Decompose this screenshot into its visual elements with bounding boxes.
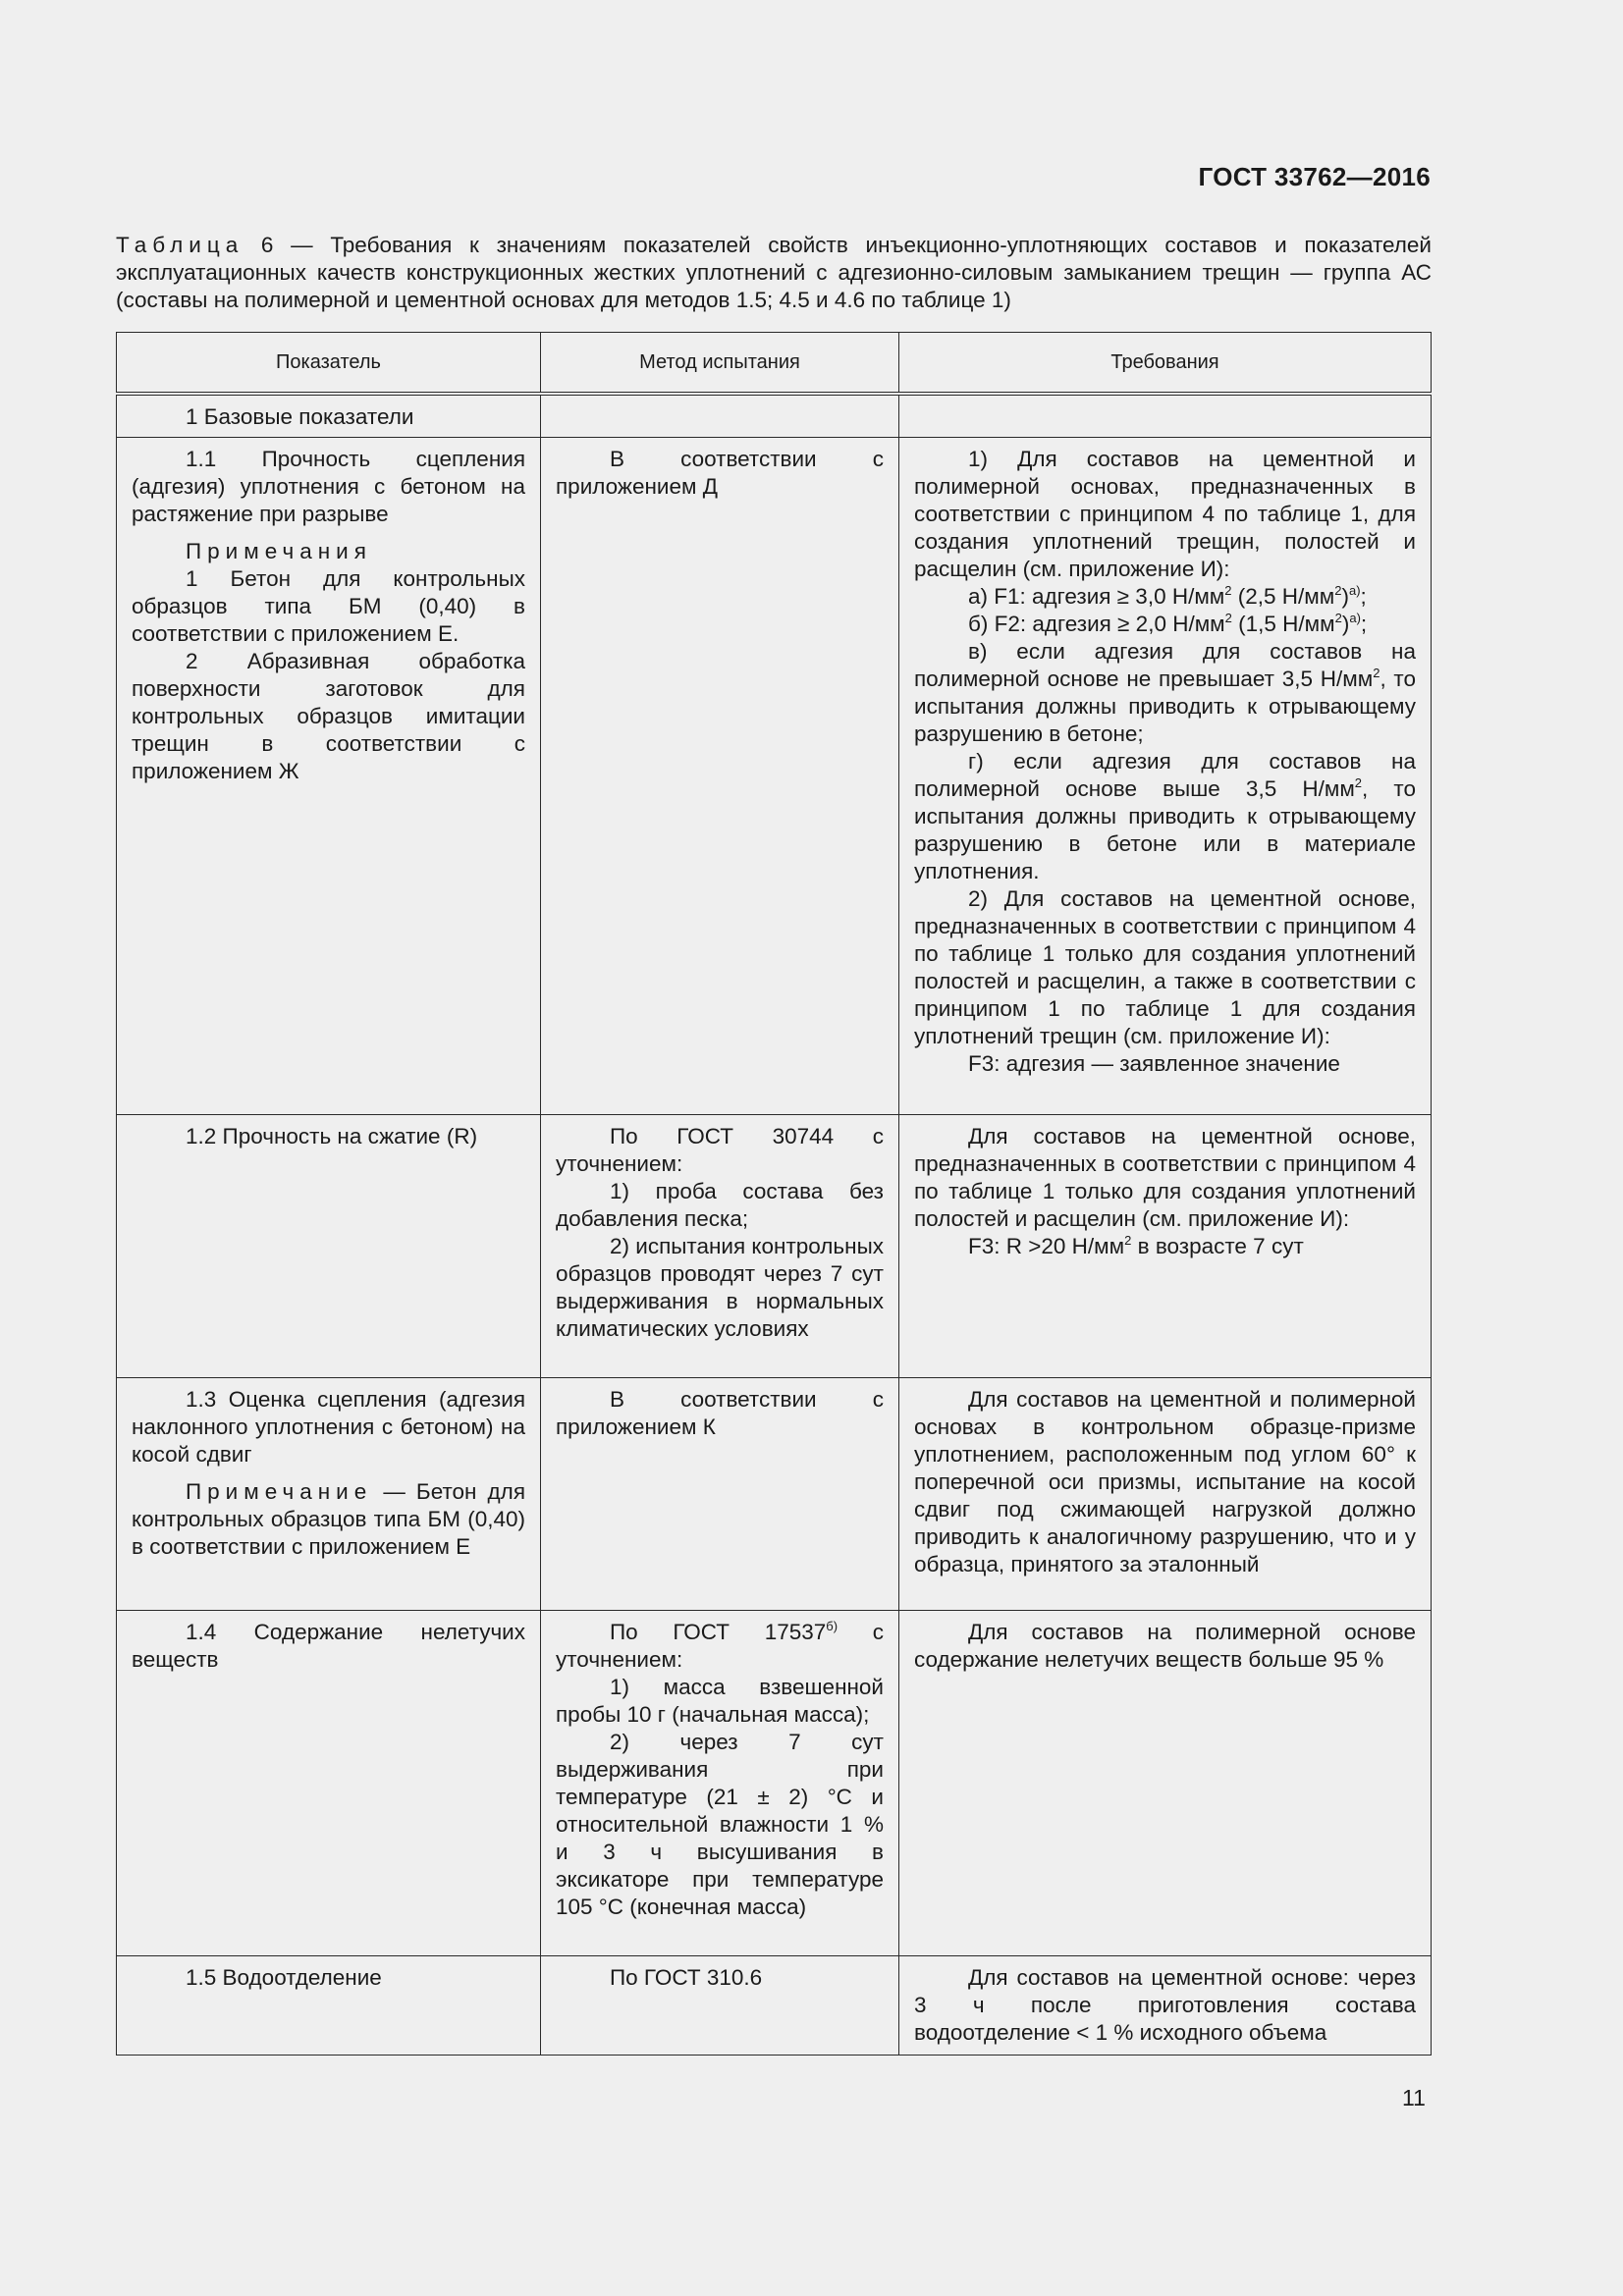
- note-2: 2 Абразивная обработка поверхности заготовок для контрольных образцов имитации трещин в соответствии с приложением Ж: [132, 648, 525, 783]
- table-row-1-3: [117, 1377, 1432, 1610]
- req-para-1: 1) Для составов на цементной и полимерной основах, предназначенных в соответствии с принципом 4 по таблице 1, для создания уплотнений трещин, полостей и расщелин (см. приложение И):: [914, 446, 1416, 581]
- document-code: ГОСТ 33762—2016: [1198, 162, 1431, 191]
- req-item-v: в) если адгезия для составов на полимерной основе не превышает 3,5 $Н/мм^2$, то испытания должны приводить к отрывающему разрушению в бетоне;: [914, 638, 1417, 746]
- req-item-a: а) F1: адгезия ≥ 3,0 $Н/мм^2$ (2,5 $Н/мм^2)^{а)}$;: [968, 582, 1367, 609]
- page-number: 11: [1402, 2085, 1426, 2110]
- method-text: В соответствии с приложением К: [556, 1386, 884, 1439]
- method-text: По ГОСТ 310.6: [610, 1964, 763, 1990]
- method-cell: [541, 1114, 899, 1377]
- req-f3: F3: адгезия — заявленное значение: [968, 1050, 1340, 1076]
- req-text: Для составов на цементной и полимерной основах в контрольном образце-призме уплотнением, расположенным под углом 60° к поперечной оси призмы, испытание на косой сдвиг под сжимающей нагрузкой должно приводить к аналогичному разрушению, что и у образца, принятого за эталонный: [914, 1386, 1416, 1576]
- note-label: Примечания: [186, 538, 372, 563]
- note: Примечание — Бетон для контрольных образцов типа БМ (0,40) в соответствии с приложением Е: [132, 1478, 525, 1559]
- method-para-3: 2) через 7 сут выдерживания при температуре (21 ± 2) °С и относительной влажности 1 % и 3 ч высушивания в эксикаторе при температуре 105 °С (конечная масса): [556, 1729, 884, 1919]
- indicator-cell: [117, 1610, 541, 1955]
- method-para-1: По ГОСТ 30744 с уточнением:: [556, 1123, 884, 1176]
- indicator-text: 1.2 Прочность на сжатие (R): [186, 1123, 478, 1148]
- indicator-text: 1.3 Оценка сцепления (адгезия наклонного уплотнения с бетоном) на косой сдвиг: [132, 1386, 525, 1467]
- method-cell: [541, 1377, 899, 1610]
- method-para-3: 2) испытания контрольных образцов проводят через 7 сут выдерживания в нормальных климатических условиях: [556, 1233, 884, 1341]
- table-row-1-1: [117, 437, 1432, 1114]
- table-row-section-1: [117, 394, 1432, 437]
- method-cell: [541, 1610, 899, 1955]
- req-item-g: г) если адгезия для составов на полимерной основе выше 3,5 $Н/мм^2$, то испытания должны приводить к отрывающему разрушению в бетоне или в материале уплотнения.: [914, 748, 1416, 883]
- requirements-cell: [899, 437, 1432, 1114]
- section-title: [117, 394, 541, 437]
- indicator-text: 1.1 Прочность сцепления (адгезия) уплотнения с бетоном на растяжение при разрыве: [132, 446, 525, 526]
- method-cell: [541, 437, 899, 1114]
- header-indicator: Показатель: [117, 333, 541, 395]
- req-text: Для составов на полимерной основе содержание нелетучих веществ больше 95 %: [914, 1619, 1416, 1672]
- indicator-text: 1.4 Содержание нелетучих веществ: [132, 1619, 525, 1672]
- req-para-2: 2) Для составов на цементной основе, предназначенных в соответствии с принципом 4 по таблице 1 только для создания уплотнений полостей и расщелин, а также в соответствии с принципом 1 по таблице 1 для создания уплотнений трещин (см. приложение И):: [914, 885, 1416, 1048]
- req-text: Для составов на цементной основе: через 3 ч после приготовления состава водоотделение < 1 % исходного объема: [914, 1964, 1416, 2045]
- indicator-cell: [117, 1114, 541, 1377]
- req-para-1: Для составов на цементной основе, предназначенных в соответствии с принципом 4 по таблице 1 только для создания уплотнений полостей и расщелин (см. приложение И):: [914, 1123, 1416, 1231]
- method-para-2: 1) проба состава без добавления песка;: [556, 1178, 884, 1231]
- requirements-cell: [899, 1610, 1432, 1955]
- indicator-text: 1.5 Водоотделение: [186, 1964, 382, 1990]
- indicator-cell: [117, 1955, 541, 2055]
- method-cell: [541, 1955, 899, 2055]
- header-method: Метод испытания: [541, 333, 899, 395]
- req-item-b: б) F2: адгезия ≥ 2,0 $Н/мм^2$ (1,5 $Н/мм^2)^{а)}$;: [968, 610, 1368, 636]
- requirements-table: [116, 332, 1432, 2056]
- header-requirements: Требования: [899, 333, 1432, 395]
- req-f3: F3: R >20 $Н/мм^2$ в возрасте 7 сут: [968, 1232, 1304, 1258]
- requirements-cell: [899, 1955, 1432, 2055]
- indicator-cell: [117, 437, 541, 1114]
- note-label: Примечание: [186, 1478, 373, 1504]
- method-text: В соответствии с приложением Д: [556, 446, 884, 499]
- method-para-1: По ГОСТ $17537^{б)}$ с уточнением:: [556, 1618, 884, 1672]
- method-para-2: 1) масса взвешенной пробы 10 г (начальная масса);: [556, 1674, 884, 1727]
- table-row-1-2: [117, 1114, 1432, 1377]
- caption-text: 6 — Требования к значениям показателей свойств инъекционно-уплотняющих составов и показателей эксплуатационных качеств конструкционных жестких уплотнений с адгезионно-силовым замыканием трещин — группа АС (составы на полимерной и цементной основах для методов 1.5; 4.5 и 4.6 по таблице 1): [116, 233, 1432, 312]
- caption-label: Таблица: [116, 233, 244, 257]
- table-caption: [116, 232, 1432, 314]
- section-title-text: 1 Базовые показатели: [186, 404, 414, 429]
- requirements-cell: [899, 1377, 1432, 1610]
- empty-cell: [899, 394, 1432, 437]
- empty-cell: [541, 394, 899, 437]
- requirements-cell: [899, 1114, 1432, 1377]
- indicator-cell: [117, 1377, 541, 1610]
- table-row-1-4: [117, 1610, 1432, 1955]
- note-1: 1 Бетон для контрольных образцов типа БМ (0,40) в соответствии с приложением Е.: [132, 565, 525, 646]
- table-row-1-5: [117, 1955, 1432, 2055]
- table-header-row: [117, 333, 1432, 395]
